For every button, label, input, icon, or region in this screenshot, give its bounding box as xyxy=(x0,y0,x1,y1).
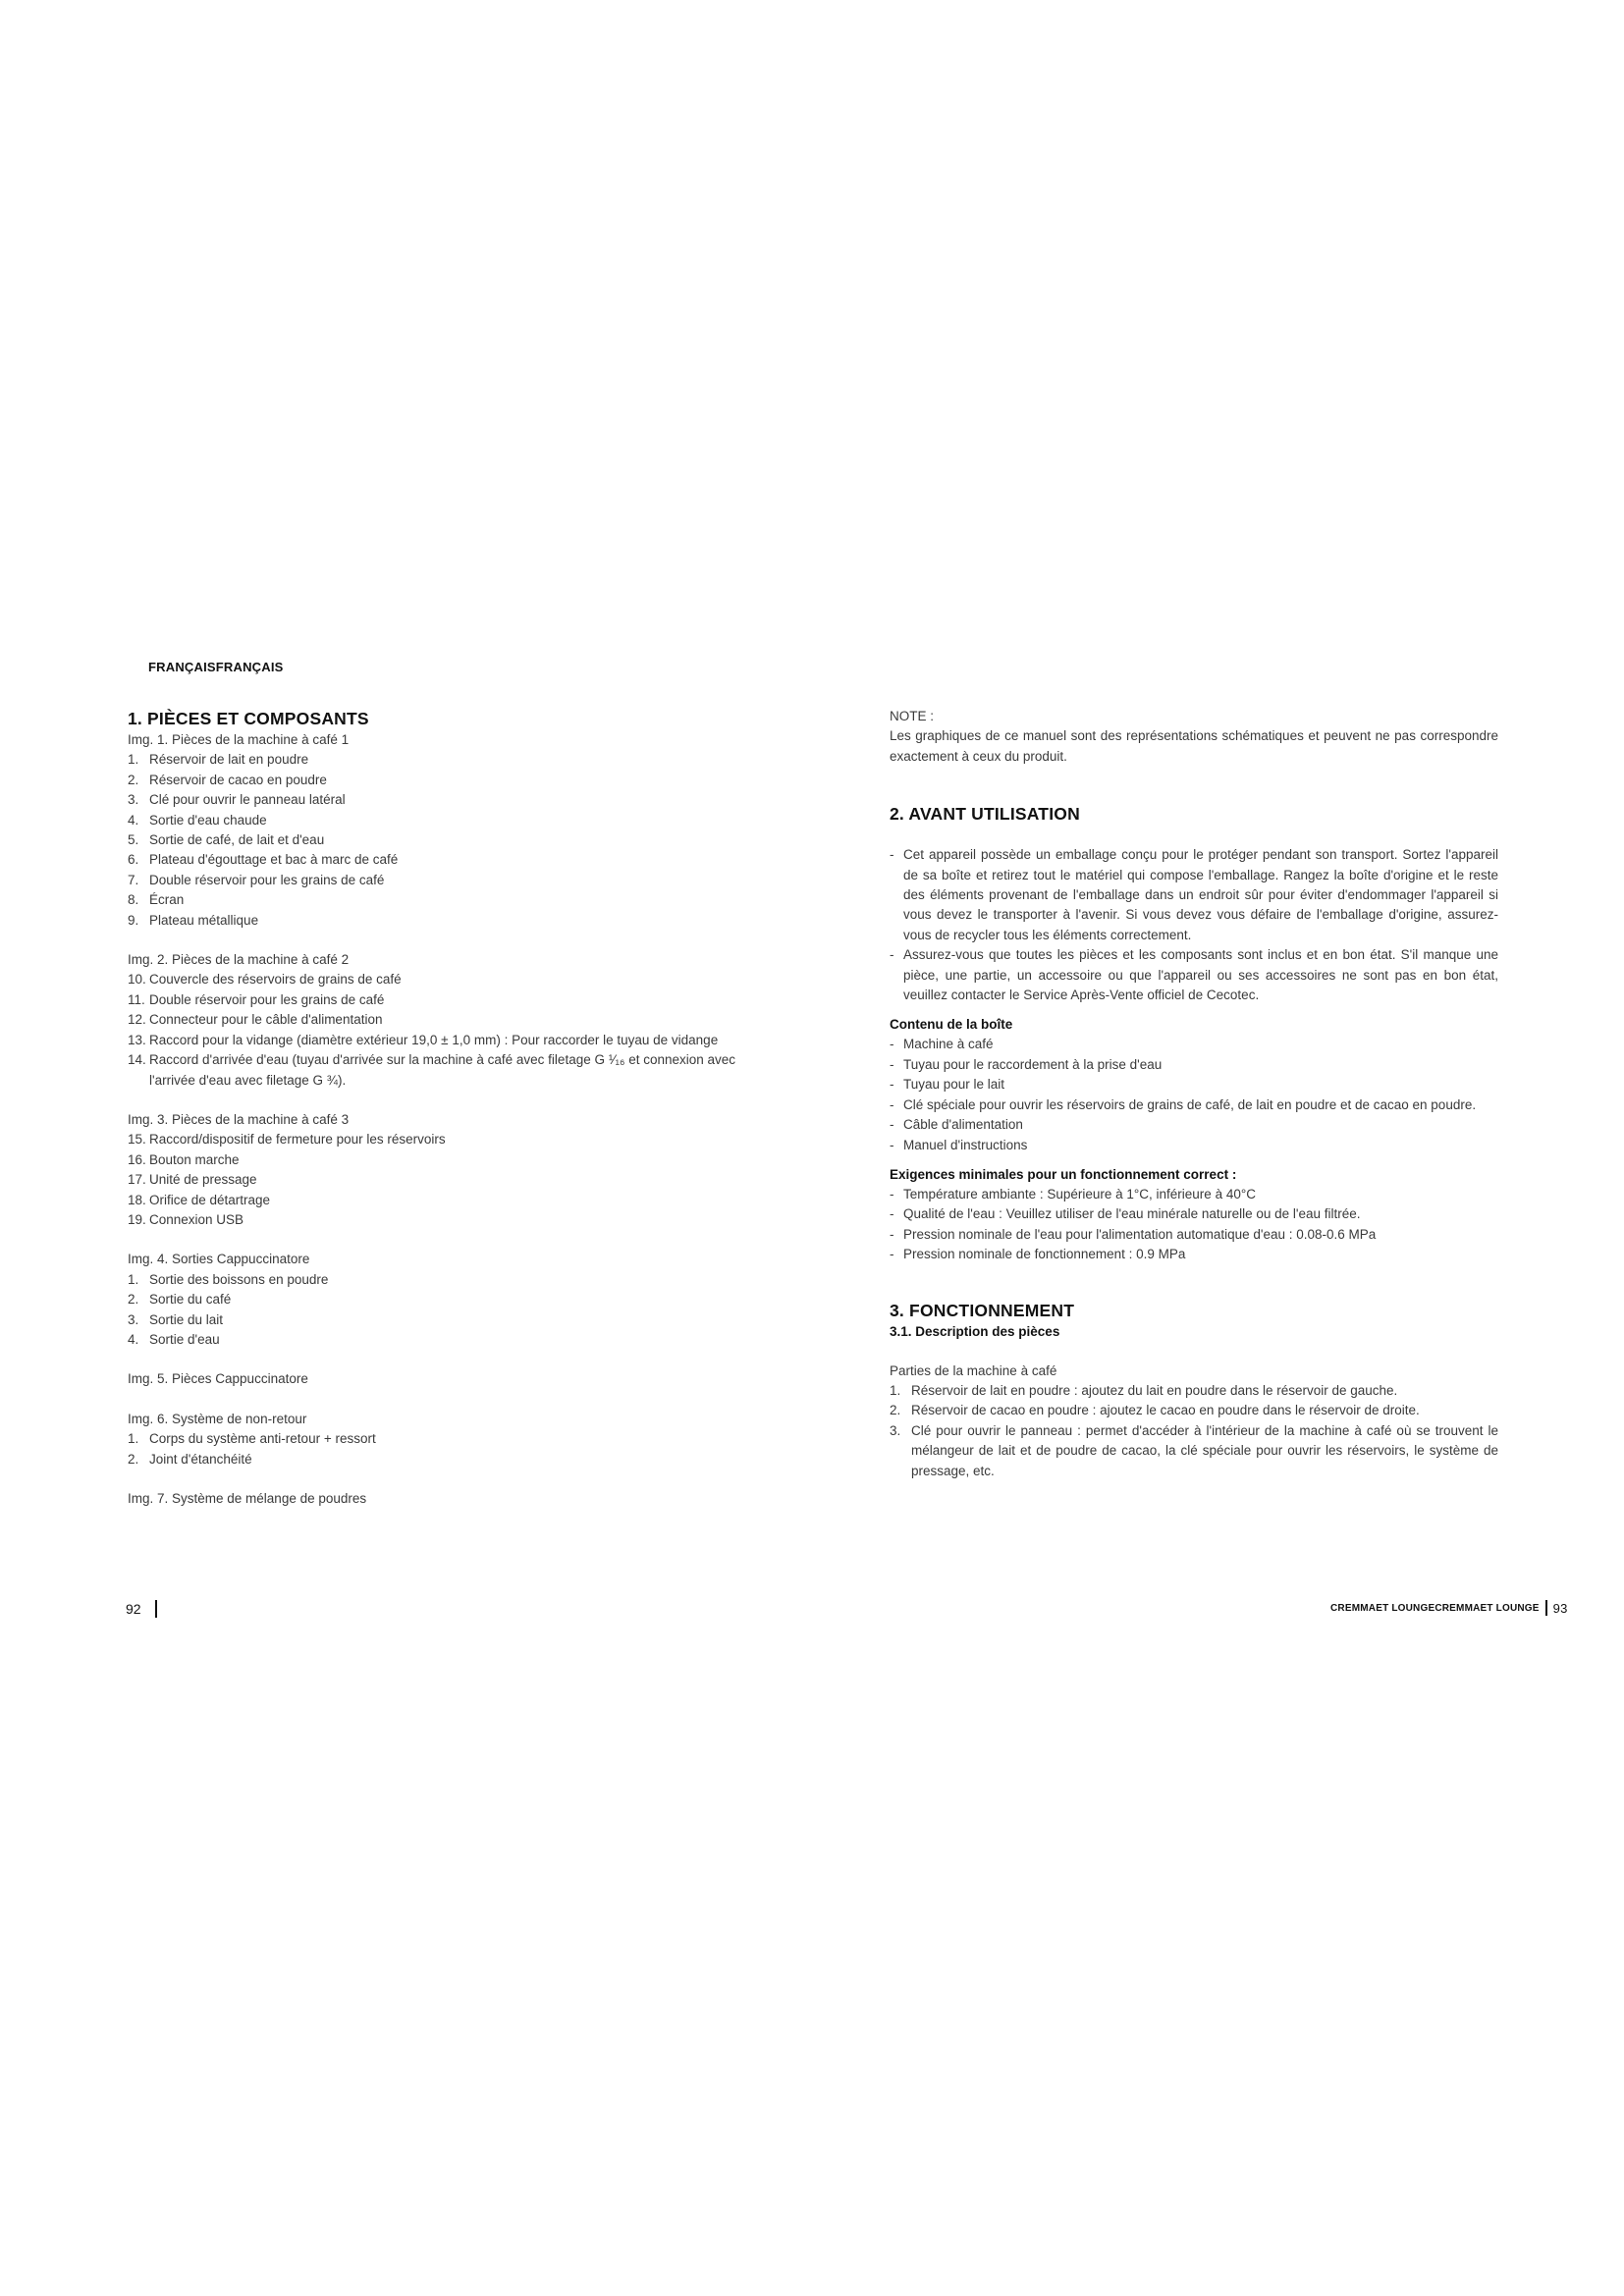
page-number-left: 92 xyxy=(126,1601,141,1617)
list-item xyxy=(890,1225,1498,1245)
item-number: 2. xyxy=(890,1403,901,1418)
item-text: Cet appareil possède un emballage conçu pour le protéger pendant son transport. Sortez l'appareil de sa boîte et retirez tout le matériel qui compose l'emballage. Rangez la boîte d'origine et le reste des éléments provenant de l'emballage dans un endroit sûr pour éviter d'endommager l'appareil si vous devez le transporter à l'avenir. Si vous devez vous défaire de l'emballage d'origine, assurez-vous de recycler tous les éléments correctement. xyxy=(903,847,1498,942)
footer-right xyxy=(1330,1600,1568,1616)
list-item xyxy=(890,1204,1498,1224)
page-separator xyxy=(155,1600,157,1618)
item-number: 4. xyxy=(128,1331,139,1347)
list-item xyxy=(890,1421,1498,1481)
item-number: 4. xyxy=(128,812,139,828)
list-item xyxy=(128,1031,756,1050)
item-text: Pression nominale de fonctionnement : 0.9 MPa xyxy=(903,1247,1186,1262)
item-text: Écran xyxy=(149,892,185,908)
item-text: Clé pour ouvrir le panneau latéral xyxy=(149,792,346,808)
list-item xyxy=(128,1270,756,1290)
image-caption: Img. 7. Système de mélange de poudres xyxy=(128,1491,367,1506)
requirements-list xyxy=(890,1185,1498,1265)
requirements-title: Exigences minimales pour un fonctionnement correct : xyxy=(890,1166,1237,1182)
item-number: 16. xyxy=(128,1151,146,1167)
item-number: 2. xyxy=(128,1451,139,1467)
item-number: 18. xyxy=(128,1192,146,1207)
list-item xyxy=(128,990,756,1010)
list-item xyxy=(128,1310,756,1330)
item-number: 12. xyxy=(128,1012,146,1028)
item-text: Raccord/dispositif de fermeture pour les réservoirs xyxy=(149,1132,446,1148)
image-caption: Img. 1. Pièces de la machine à café 1 xyxy=(128,732,350,747)
parts-list xyxy=(890,1381,1498,1481)
list-item xyxy=(128,911,756,931)
item-number: 6. xyxy=(128,852,139,868)
list-item xyxy=(128,871,756,890)
image-caption: Img. 3. Pièces de la machine à café 3 xyxy=(128,1111,350,1127)
item-text: Sortie d'eau chaude xyxy=(149,812,267,828)
note-label: NOTE : xyxy=(890,709,935,723)
item-text: Raccord d'arrivée d'eau (tuyau d'arrivée sur la machine à café avec filetage G ¹⁄₁₆ et connexion avec l'arrivée d'eau avec filetage G ¾). xyxy=(149,1052,736,1088)
item-text: Manuel d'instructions xyxy=(903,1137,1028,1152)
dash-bullet: - xyxy=(890,1117,894,1133)
dash-bullet: - xyxy=(890,847,894,863)
list-item xyxy=(128,811,756,830)
item-text: Sortie du lait xyxy=(149,1311,224,1327)
parts-item-list xyxy=(128,970,756,1090)
section-title-pieces: 1. PIÈCES ET COMPOSANTS xyxy=(128,709,369,728)
list-item xyxy=(890,1095,1498,1115)
item-text: Double réservoir pour les grains de café xyxy=(149,872,385,887)
item-text: Connecteur pour le câble d'alimentation xyxy=(149,1012,383,1028)
item-number: 7. xyxy=(128,872,139,887)
item-text: Double réservoir pour les grains de café xyxy=(149,991,385,1007)
note-text: Les graphiques de ce manuel sont des représentations schématiques et peuvent ne pas correspondre exactement à ceux du produit. xyxy=(890,728,1498,764)
dash-bullet: - xyxy=(890,1056,894,1072)
list-item xyxy=(128,830,756,850)
item-number: 2. xyxy=(128,1292,139,1308)
list-item xyxy=(128,1210,756,1230)
list-item xyxy=(890,1245,1498,1264)
item-number: 9. xyxy=(128,912,139,928)
parts-item-list xyxy=(128,1270,756,1351)
list-item xyxy=(128,970,756,989)
image-caption: Img. 2. Pièces de la machine à café 2 xyxy=(128,952,350,968)
item-number: 3. xyxy=(128,1311,139,1327)
item-number: 1. xyxy=(890,1382,901,1398)
list-item xyxy=(128,890,756,910)
list-item xyxy=(128,1010,756,1030)
before-use-list xyxy=(890,845,1498,1005)
box-contents-list xyxy=(890,1035,1498,1154)
list-item xyxy=(890,1055,1498,1075)
item-text: Câble d'alimentation xyxy=(903,1117,1023,1133)
subsection-title-description: 3.1. Description des pièces xyxy=(890,1323,1060,1339)
list-item xyxy=(890,1136,1498,1155)
item-number: 15. xyxy=(128,1132,146,1148)
image-caption: Img. 6. Système de non-retour xyxy=(128,1411,307,1426)
dash-bullet: - xyxy=(890,1077,894,1093)
item-number: 17. xyxy=(128,1172,146,1188)
footer-left xyxy=(126,1600,157,1618)
section-title-fonctionnement: 3. FONCTIONNEMENT xyxy=(890,1300,1075,1320)
item-text: Plateau métallique xyxy=(149,912,259,928)
item-text: Qualité de l'eau : Veuillez utiliser de l'eau minérale naturelle ou de l'eau filtrée. xyxy=(903,1206,1361,1222)
item-number: 1. xyxy=(128,1271,139,1287)
item-text: Température ambiante : Supérieure à 1°C, inférieure à 40°C xyxy=(903,1186,1256,1201)
list-item xyxy=(128,1130,756,1149)
list-item xyxy=(128,1330,756,1350)
list-item xyxy=(890,945,1498,1005)
right-column xyxy=(890,707,1498,1481)
list-item xyxy=(128,1170,756,1190)
item-number: 5. xyxy=(128,832,139,848)
item-text: Réservoir de lait en poudre : ajoutez du lait en poudre dans le réservoir de gauche. xyxy=(911,1382,1398,1398)
item-text: Clé pour ouvrir le panneau : permet d'accéder à l'intérieur de la machine à café où se trouvent le mélangeur de lait et de poudre de cacao, la clé spéciale pour ouvrir les réservoirs, le système de pressage, etc. xyxy=(911,1422,1498,1478)
item-text: Tuyau pour le lait xyxy=(903,1077,1005,1093)
dash-bullet: - xyxy=(890,1096,894,1112)
item-number: 1. xyxy=(128,752,139,768)
image-caption: Img. 4. Sorties Cappuccinatore xyxy=(128,1252,310,1267)
item-text: Réservoir de cacao en poudre xyxy=(149,772,327,787)
list-item xyxy=(128,1191,756,1210)
parts-caption: Parties de la machine à café xyxy=(890,1362,1057,1378)
left-column xyxy=(128,707,756,1509)
item-text: Machine à café xyxy=(903,1037,994,1052)
item-number: 13. xyxy=(128,1032,146,1047)
item-text: Réservoir de lait en poudre xyxy=(149,752,309,768)
item-text: Connexion USB xyxy=(149,1211,244,1227)
list-item xyxy=(890,1115,1498,1135)
dash-bullet: - xyxy=(890,1137,894,1152)
item-text: Plateau d'égouttage et bac à marc de café xyxy=(149,852,399,868)
page-separator-right xyxy=(1545,1600,1547,1616)
box-contents-title: Contenu de la boîte xyxy=(890,1017,1013,1033)
item-text: Bouton marche xyxy=(149,1151,240,1167)
list-item xyxy=(890,1381,1498,1401)
item-text: Assurez-vous que toutes les pièces et les composants sont inclus et en bon état. S'il manque une pièce, une partie, un accessoire ou que l'appareil ou ses accessoires ne sont pas en bon état, veuillez contacter le Service Après-Vente officiel de Cecotec. xyxy=(903,947,1498,1003)
item-text: Joint d'étanchéité xyxy=(149,1451,252,1467)
item-number: 10. xyxy=(128,972,146,988)
list-item xyxy=(128,1429,756,1449)
parts-item-list xyxy=(128,1429,756,1469)
item-text: Raccord pour la vidange (diamètre extérieur 19,0 ± 1,0 mm) : Pour raccorder le tuyau de vidange xyxy=(149,1032,719,1047)
list-item xyxy=(128,1450,756,1469)
item-text: Corps du système anti-retour + ressort xyxy=(149,1431,376,1447)
dash-bullet: - xyxy=(890,1037,894,1052)
list-item xyxy=(128,771,756,790)
parts-item-list xyxy=(128,1130,756,1230)
list-item xyxy=(128,850,756,870)
language-header: FRANÇAISFRANÇAIS xyxy=(148,660,284,674)
item-number: 14. xyxy=(128,1052,146,1068)
page-number-right: 93 xyxy=(1552,1600,1568,1616)
item-text: Sortie des boissons en poudre xyxy=(149,1271,329,1287)
item-number: 1. xyxy=(128,1431,139,1447)
list-item xyxy=(128,1050,756,1091)
item-number: 3. xyxy=(890,1422,901,1438)
dash-bullet: - xyxy=(890,1206,894,1222)
item-number: 11. xyxy=(128,991,145,1007)
dash-bullet: - xyxy=(890,1247,894,1262)
list-item xyxy=(128,750,756,770)
dash-bullet: - xyxy=(890,1186,894,1201)
item-number: 3. xyxy=(128,792,139,808)
dash-bullet: - xyxy=(890,1226,894,1242)
parts-item-list xyxy=(128,750,756,931)
brand-label: CREMMAET LOUNGECREMMAET LOUNGE xyxy=(1330,1602,1540,1614)
list-item xyxy=(128,1150,756,1170)
list-item xyxy=(890,1401,1498,1420)
list-item xyxy=(128,790,756,810)
list-item xyxy=(890,1035,1498,1054)
image-caption: Img. 5. Pièces Cappuccinatore xyxy=(128,1371,308,1387)
dash-bullet: - xyxy=(890,947,894,963)
image-groups xyxy=(128,730,756,1509)
item-text: Sortie de café, de lait et d'eau xyxy=(149,832,325,848)
list-item xyxy=(890,845,1498,945)
list-item xyxy=(890,1185,1498,1204)
item-text: Unité de pressage xyxy=(149,1172,257,1188)
item-text: Orifice de détartrage xyxy=(149,1192,271,1207)
item-text: Sortie d'eau xyxy=(149,1331,220,1347)
list-item xyxy=(890,1075,1498,1095)
item-text: Clé spéciale pour ouvrir les réservoirs de grains de café, de lait en poudre et de cacao en poudre. xyxy=(903,1096,1477,1112)
item-text: Couvercle des réservoirs de grains de café xyxy=(149,972,402,988)
section-title-avant-utilisation: 2. AVANT UTILISATION xyxy=(890,804,1080,825)
item-number: 19. xyxy=(128,1211,146,1227)
list-item xyxy=(128,1290,756,1309)
item-number: 2. xyxy=(128,772,139,787)
item-number: 8. xyxy=(128,892,139,908)
item-text: Réservoir de cacao en poudre : ajoutez le cacao en poudre dans le réservoir de droite. xyxy=(911,1403,1420,1418)
item-text: Tuyau pour le raccordement à la prise d'eau xyxy=(903,1056,1163,1072)
item-text: Pression nominale de l'eau pour l'alimentation automatique d'eau : 0.08-0.6 MPa xyxy=(903,1226,1377,1242)
item-text: Sortie du café xyxy=(149,1292,232,1308)
